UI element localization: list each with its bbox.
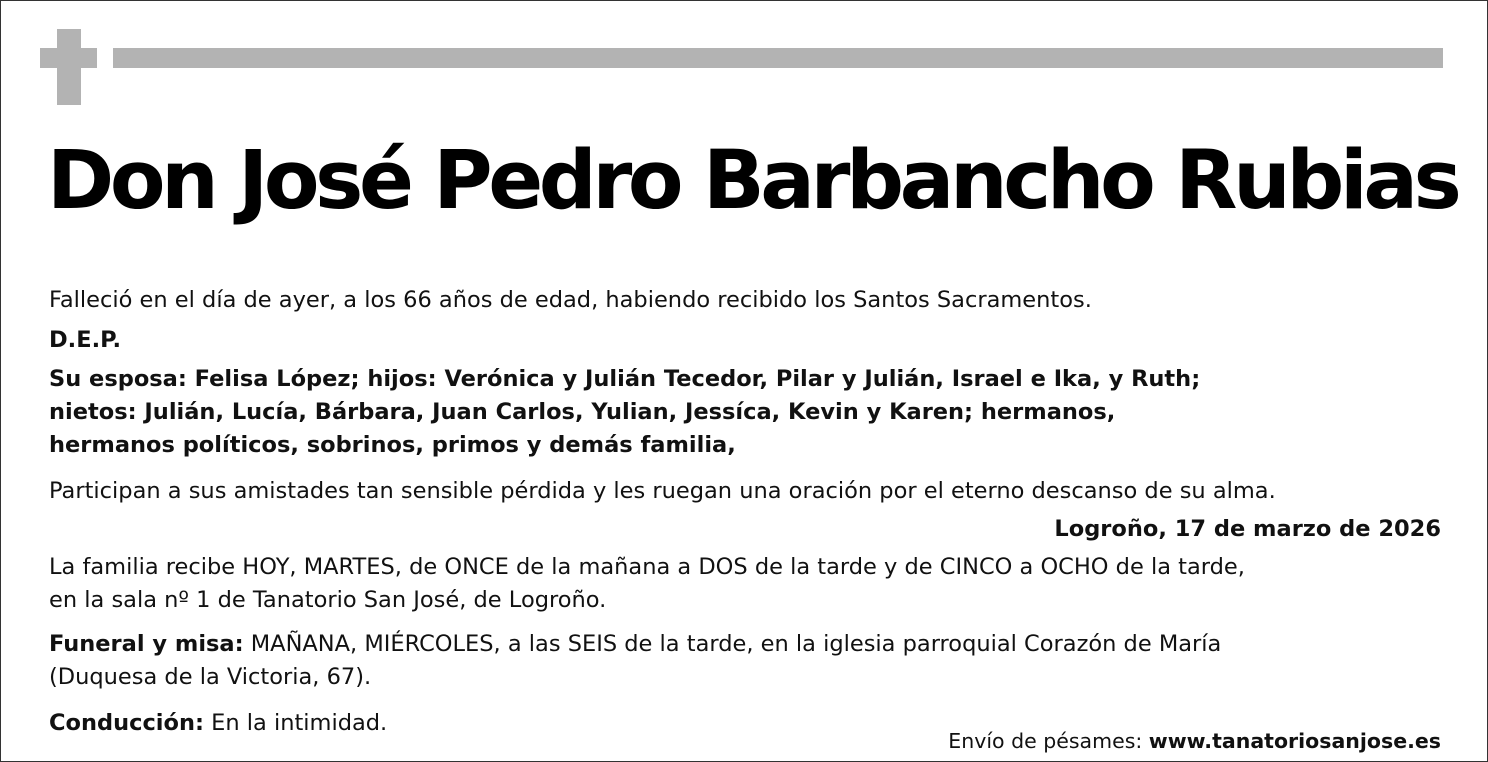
condolences-line: [948, 725, 1441, 757]
family-line: nietos: Julián, Lucía, Bárbara, Juan Carlos, Yulian, Jessíca, Kevin y Karen; hermanos,: [49, 399, 1116, 425]
funeral-line: [49, 628, 1221, 660]
deceased-name: Don José Pedro Barbancho Rubias: [47, 134, 1458, 228]
cross-icon-bar: [40, 48, 97, 68]
funeral-line: (Duquesa de la Victoria, 67).: [49, 664, 372, 690]
visiting-line: La familia recibe HOY, MARTES, de ONCE de la mañana a DOS de la tarde y de CINCO a OCHO de la tarde,: [49, 554, 1245, 580]
conduction-text: En la intimidad.: [203, 710, 388, 736]
dep-text: D.E.P.: [49, 327, 122, 353]
family-line: Su esposa: Felisa López; hijos: Verónica y Julián Tecedor, Pilar y Julián, Israel e Ika, y Ruth;: [49, 366, 1201, 392]
conduction-line: [49, 707, 387, 739]
condolences-label: Envío de pésames:: [948, 729, 1149, 753]
participation-text: Participan a sus amistades tan sensible pérdida y les ruegan una oración por el eterno descanso de su alma.: [49, 478, 1276, 504]
funeral-text: MAÑANA, MIÉRCOLES, a las SEIS de la tarde, en la iglesia parroquial Corazón de María: [243, 631, 1222, 657]
intro-text: Falleció en el día de ayer, a los 66 años de edad, habiendo recibido los Santos Sacramentos.: [49, 287, 1092, 313]
condolences-url[interactable]: www.tanatoriosanjose.es: [1148, 729, 1441, 753]
place-date: Logroño, 17 de marzo de 2026: [1054, 516, 1441, 542]
conduction-label: Conducción:: [49, 710, 204, 736]
visiting-line: en la sala nº 1 de Tanatorio San José, de Logroño.: [49, 587, 607, 613]
family-line: hermanos políticos, sobrinos, primos y demás familia,: [49, 432, 736, 458]
header-rule: [113, 48, 1443, 68]
funeral-label: Funeral y misa:: [49, 631, 244, 657]
